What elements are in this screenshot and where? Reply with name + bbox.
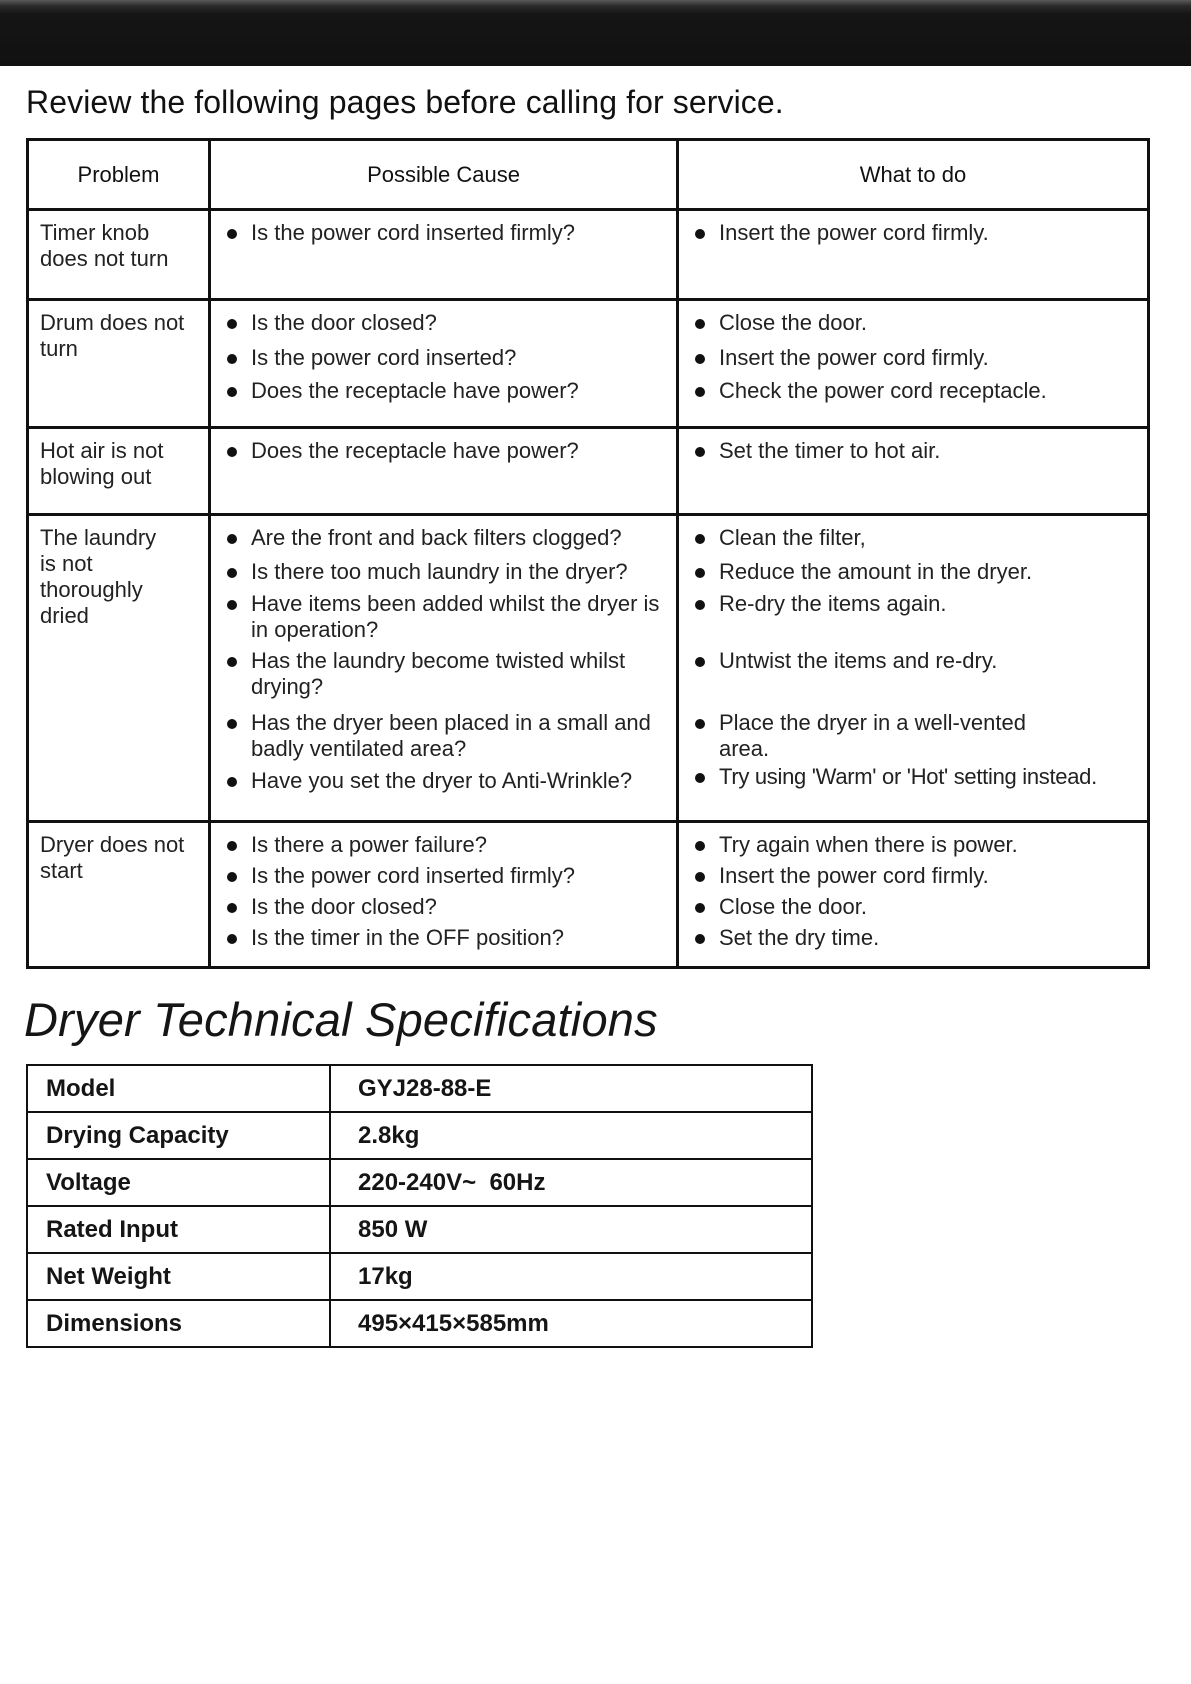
problem-cell: Hot air is not blowing out [28, 428, 210, 515]
cause-cell [210, 428, 678, 515]
action-cell [678, 515, 1149, 822]
list-item: Is the power cord inserted firmly? [225, 220, 668, 246]
list-item: Close the door. [693, 894, 1139, 920]
list-item: Set the dry time. [693, 925, 1139, 951]
header-what-to-do: What to do [678, 140, 1149, 210]
list-item: Place the dryer in a well-vented area. [693, 710, 1139, 762]
table-row [28, 822, 1149, 968]
action-cell [678, 822, 1149, 968]
list-item: Are the front and back filters clogged? [225, 525, 668, 551]
spec-value: 17kg [330, 1253, 812, 1300]
spec-value: 495×415×585mm [330, 1300, 812, 1347]
list-item: Insert the power cord firmly. [693, 345, 1139, 371]
list-item: Untwist the items and re-dry. [693, 648, 1139, 674]
spec-label: Model [27, 1065, 330, 1112]
list-item: Have you set the dryer to Anti-Wrinkle? [225, 768, 668, 794]
spec-value: GYJ28-88-E [330, 1065, 812, 1112]
list-item: Has the laundry become twisted whilst drying? [225, 648, 668, 700]
action-cell [678, 300, 1149, 428]
action-cell [678, 210, 1149, 300]
list-item: Insert the power cord firmly. [693, 863, 1139, 889]
table-row [27, 1253, 812, 1300]
list-item: Is the door closed? [225, 894, 668, 920]
list-item: Does the receptacle have power? [225, 378, 668, 404]
spec-label: Voltage [27, 1159, 330, 1206]
table-row [27, 1112, 812, 1159]
list-item: Set the timer to hot air. [693, 438, 1139, 464]
cause-cell [210, 822, 678, 968]
table-row [27, 1065, 812, 1112]
table-header-row [28, 140, 1149, 210]
table-row [28, 300, 1149, 428]
list-item: Is there a power failure? [225, 832, 668, 858]
table-row [27, 1300, 812, 1347]
list-item: Close the door. [693, 310, 1139, 336]
list-item: Has the dryer been placed in a small and badly ventilated area? [225, 710, 668, 762]
table-row [27, 1206, 812, 1253]
list-item: Re-dry the items again. [693, 591, 1139, 617]
list-item: Is the door closed? [225, 310, 668, 336]
header-possible-cause: Possible Cause [210, 140, 678, 210]
spec-label: Drying Capacity [27, 1112, 330, 1159]
problem-cell: The laundry is not thoroughly dried [28, 515, 210, 822]
action-cell [678, 428, 1149, 515]
spec-label: Dimensions [27, 1300, 330, 1347]
list-item: Have items been added whilst the dryer is in operation? [225, 591, 668, 643]
spec-value: 2.8kg [330, 1112, 812, 1159]
cause-cell [210, 300, 678, 428]
list-item: Reduce the amount in the dryer. [693, 559, 1139, 585]
problem-cell: Timer knob does not turn [28, 210, 210, 300]
list-item: Is the timer in the OFF position? [225, 925, 668, 951]
header-bar [0, 0, 1191, 66]
troubleshooting-table [26, 138, 1150, 969]
problem-cell: Dryer does not start [28, 822, 210, 968]
list-item: Clean the filter, [693, 525, 1139, 551]
table-row [28, 515, 1149, 822]
spec-value: 220-240V~ 60Hz [330, 1159, 812, 1206]
intro-text: Review the following pages before calling for service. [26, 84, 784, 120]
cause-cell [210, 515, 678, 822]
table-row [28, 428, 1149, 515]
cause-cell [210, 210, 678, 300]
list-item: Is there too much laundry in the dryer? [225, 559, 668, 585]
table-row [27, 1159, 812, 1206]
spec-label: Rated Input [27, 1206, 330, 1253]
problem-cell: Drum does not turn [28, 300, 210, 428]
specs-table [26, 1064, 813, 1348]
list-item: Insert the power cord firmly. [693, 220, 1139, 246]
table-row [28, 210, 1149, 300]
list-item: Try using 'Warm' or 'Hot' setting instead. [693, 764, 1139, 790]
list-item: Is the power cord inserted firmly? [225, 863, 668, 889]
list-item: Is the power cord inserted? [225, 345, 668, 371]
spec-value: 850 W [330, 1206, 812, 1253]
specs-title: Dryer Technical Specifications [24, 993, 658, 1046]
list-item: Does the receptacle have power? [225, 438, 668, 464]
list-item: Try again when there is power. [693, 832, 1139, 858]
list-item: Check the power cord receptacle. [693, 378, 1139, 404]
header-problem: Problem [28, 140, 210, 210]
spec-label: Net Weight [27, 1253, 330, 1300]
